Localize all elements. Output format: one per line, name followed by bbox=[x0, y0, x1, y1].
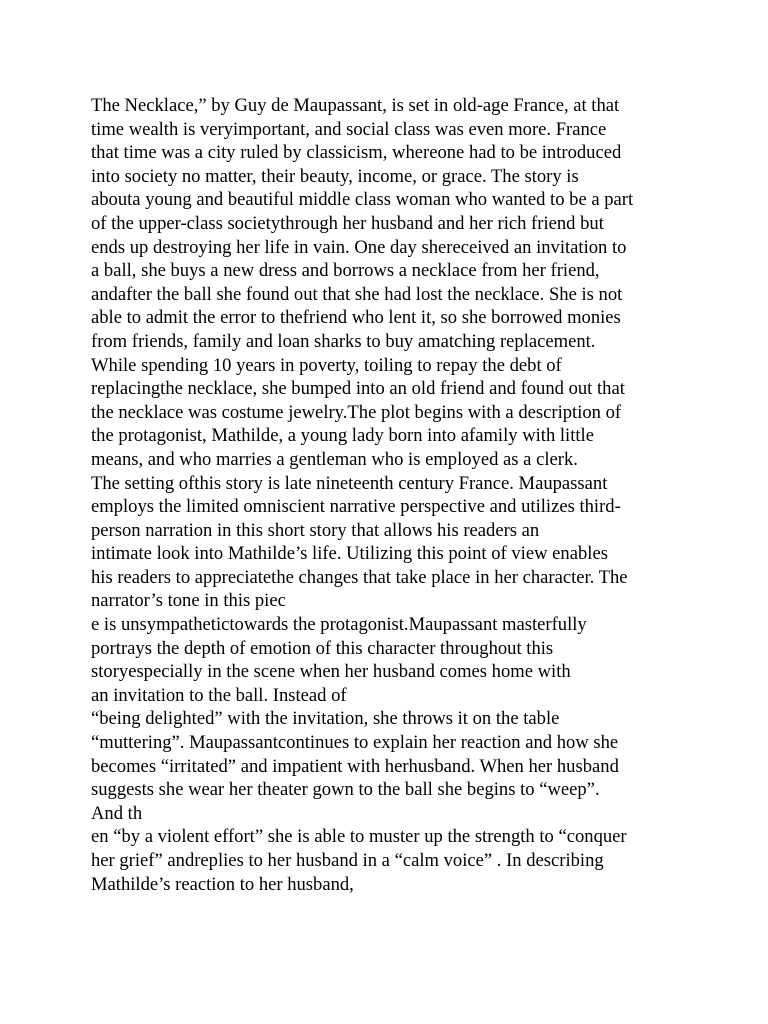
text-line: into society no matter, their beauty, income, or grace. The story is bbox=[91, 165, 579, 187]
text-line: “muttering”. Maupassantcontinues to explain her reaction and how she bbox=[91, 732, 619, 754]
text-line: portrays the depth of emotion of this character throughout this bbox=[91, 637, 554, 659]
text-line: e is unsympathetictowards the protagonist.Maupassant masterfully bbox=[91, 614, 587, 636]
text-line: person narration in this short story that allows his readers an bbox=[91, 519, 540, 541]
text-line: While spending 10 years in poverty, toiling to repay the debt of bbox=[91, 354, 562, 376]
text-line: abouta young and beautiful middle class woman who wanted to be a part bbox=[91, 189, 634, 211]
text-line: And th bbox=[91, 802, 143, 824]
text-line: means, and who marries a gentleman who is employed as a clerk. bbox=[91, 448, 578, 470]
text-line: intimate look into Mathilde’s life. Utilizing this point of view enables bbox=[91, 543, 608, 565]
text-line: that time was a city ruled by classicism, whereone had to be introduced bbox=[91, 142, 622, 164]
text-line: from friends, family and loan sharks to buy amatching replacement. bbox=[91, 330, 596, 352]
text-line: her grief” andreplies to her husband in a “calm voice” . In describing bbox=[91, 850, 604, 871]
text-line: suggests she wear her theater gown to the ball she begins to “weep”. bbox=[91, 779, 600, 801]
essay-text bbox=[91, 94, 721, 896]
text-line: en “by a violent effort” she is able to muster up the strength to “conquer bbox=[91, 826, 627, 848]
text-line: a ball, she buys a new dress and borrows a necklace from her friend, bbox=[91, 260, 600, 282]
text-line: narrator’s tone in this piec bbox=[91, 590, 286, 612]
text-line: The Necklace,” by Guy de Maupassant, is set in old-age France, at that bbox=[91, 95, 620, 116]
text-line: the necklace was costume jewelry.The plot begins with a description of bbox=[91, 401, 622, 423]
text-line: able to admit the error to thefriend who lent it, so she borrowed monies bbox=[91, 307, 621, 329]
text-line: an invitation to the ball. Instead of bbox=[91, 684, 347, 706]
text-line: becomes “irritated” and impatient with herhusband. When her husband bbox=[91, 755, 619, 777]
text-line: his readers to appreciatethe changes that take place in her character. The bbox=[91, 566, 628, 588]
text-line: The setting ofthis story is late nineteenth century France. Maupassant bbox=[91, 472, 608, 494]
text-line: andafter the ball she found out that she had lost the necklace. She is not bbox=[91, 283, 623, 305]
text-line: storyespecially in the scene when her husband comes home with bbox=[91, 661, 571, 683]
text-line: the protagonist, Mathilde, a young lady born into afamily with little bbox=[91, 425, 594, 447]
text-line: time wealth is veryimportant, and social class was even more. France bbox=[91, 118, 607, 140]
text-line: ends up destroying her life in vain. One day shereceived an invitation to bbox=[91, 236, 627, 258]
text-line: “being delighted” with the invitation, she throws it on the table bbox=[91, 708, 560, 730]
text-line: employs the limited omniscient narrative perspective and utilizes third- bbox=[91, 496, 621, 518]
text-line: of the upper-class societythrough her husband and her rich friend but bbox=[91, 212, 604, 234]
text-line: Mathilde’s reaction to her husband, bbox=[91, 873, 354, 895]
text-line: replacingthe necklace, she bumped into an old friend and found out that bbox=[91, 378, 625, 400]
